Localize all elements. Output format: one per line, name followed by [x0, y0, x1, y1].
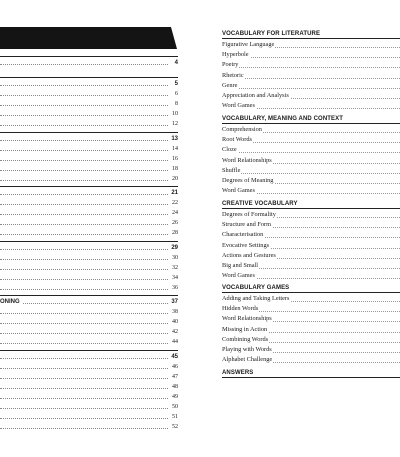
page-number: 48: [172, 384, 178, 390]
page-number: 47: [172, 374, 178, 380]
page-number: 26: [172, 220, 178, 226]
left-page: [0, 0, 182, 457]
entry-label: Cloze: [222, 146, 237, 154]
entry-label: Playing with Words: [222, 346, 272, 353]
contents-entry[interactable]: [222, 314, 400, 324]
entry-label: Degrees of Meaning: [222, 177, 274, 184]
contents-entry[interactable]: [222, 101, 400, 111]
page-number: 52: [172, 424, 178, 430]
page-number: 4: [174, 60, 178, 66]
contents-entry[interactable]: [0, 89, 178, 99]
page-number: 22: [172, 200, 178, 206]
page-number: 40: [172, 319, 178, 325]
page-number: 12: [172, 121, 178, 127]
contents-entry[interactable]: [222, 241, 400, 251]
contents-entry[interactable]: [222, 135, 400, 145]
contents-entry[interactable]: [222, 210, 400, 220]
entry-label: Big and Small: [222, 262, 259, 269]
page-number: 16: [172, 156, 178, 162]
page-number: 36: [172, 285, 178, 291]
left-section-heading[interactable]: [0, 79, 178, 89]
page-number: 49: [172, 394, 178, 400]
contents-entry[interactable]: [222, 145, 400, 155]
contents-entry[interactable]: [222, 230, 400, 240]
contents-entry[interactable]: [0, 263, 178, 273]
contents-entry[interactable]: [0, 208, 178, 218]
entry-label: Hyperbole: [222, 51, 249, 59]
page-number: 21: [171, 190, 178, 196]
entry-label: Rhetoric: [222, 71, 244, 79]
contents-entry[interactable]: [0, 154, 178, 164]
contents-entry[interactable]: [222, 186, 400, 196]
contents-entry[interactable]: [0, 372, 178, 382]
left-section-heading[interactable]: [0, 352, 178, 362]
page-number: 46: [172, 364, 178, 370]
page-number: 24: [172, 210, 178, 216]
page-number: 38: [172, 309, 178, 315]
contents-entry[interactable]: [0, 99, 178, 109]
section-title[interactable]: VOCABULARY, MEANING AND CONTEXT: [222, 115, 400, 124]
entry-label: Actions and Gestures: [222, 251, 276, 259]
section-rule: [0, 350, 178, 351]
contents-entry[interactable]: [0, 422, 178, 432]
contents-entry[interactable]: [0, 362, 178, 372]
entry-label: Word Games: [222, 102, 255, 110]
section-title[interactable]: CREATIVE VOCABULARY: [222, 200, 400, 209]
entry-label: Missing in Action: [222, 325, 268, 333]
page-number: 18: [172, 166, 178, 172]
section-title[interactable]: ANSWERS: [222, 369, 400, 378]
left-section-heading[interactable]: [0, 243, 178, 253]
contents-entry[interactable]: [0, 283, 178, 293]
page-number: 28: [172, 230, 178, 236]
section-heading-text: ONING: [0, 299, 20, 305]
page-number: 44: [172, 339, 178, 345]
entry-label: Root Words: [222, 136, 252, 144]
section-rule: [0, 132, 178, 133]
contents-entry[interactable]: [0, 273, 178, 283]
entry-label: Word Relationships: [222, 315, 272, 323]
entry-label: Comprehension: [222, 126, 262, 133]
contents-entry[interactable]: [0, 317, 178, 327]
entry-label: Hidden Words: [222, 305, 259, 313]
page-number: 42: [172, 329, 178, 335]
contents-entry[interactable]: [0, 392, 178, 402]
section-title[interactable]: VOCABULARY FOR LITERATURE: [222, 30, 400, 39]
contents-entry[interactable]: [222, 325, 400, 335]
left-section-heading[interactable]: [0, 134, 178, 144]
page-number: 32: [172, 265, 178, 271]
contents-entry[interactable]: [222, 81, 400, 91]
right-page: [222, 0, 400, 457]
contents-entry[interactable]: [222, 50, 400, 60]
page-number: 6: [175, 91, 178, 97]
entry-label: Figurative Language: [222, 41, 275, 48]
contents-entry[interactable]: [0, 412, 178, 422]
entry-label: Word Games: [222, 272, 255, 280]
contents-entry[interactable]: [222, 271, 400, 281]
contents-entry[interactable]: [0, 382, 178, 392]
contents-entry[interactable]: [222, 125, 400, 135]
contents-entry[interactable]: [222, 176, 400, 186]
page-number: 14: [172, 146, 178, 152]
entry-label: Alphabet Challenge: [222, 356, 273, 364]
contents-entry[interactable]: [0, 337, 178, 347]
entry-label: Shuffle: [222, 166, 241, 174]
page-number: 29: [171, 245, 178, 251]
contents-entry[interactable]: [0, 164, 178, 174]
contents-entry[interactable]: [222, 294, 400, 304]
contents-entry[interactable]: [222, 71, 400, 81]
entry-label: Combining Words: [222, 335, 269, 343]
contents-entry[interactable]: [0, 402, 178, 412]
section-rule: [0, 56, 178, 57]
contents-entry[interactable]: [0, 327, 178, 337]
contents-entry[interactable]: [0, 109, 178, 119]
entry-label: Structure and Form: [222, 221, 271, 229]
contents-entry[interactable]: [222, 355, 400, 365]
entry-label: Appreciation and Analysis: [222, 92, 289, 99]
page-number: 34: [172, 275, 178, 281]
left-section-heading[interactable]: [0, 297, 178, 307]
left-section-heading[interactable]: [0, 58, 178, 68]
page-number: 5: [174, 81, 178, 87]
entry-label: Evocative Settings: [222, 241, 270, 249]
section-rule: [0, 295, 178, 296]
entry-label: Adding and Taking Letters: [222, 295, 290, 302]
left-section-heading[interactable]: [0, 188, 178, 198]
contents-entry[interactable]: [0, 119, 178, 129]
contents-entry[interactable]: [222, 40, 400, 50]
contents-entry[interactable]: [222, 156, 400, 166]
page-number: 20: [172, 176, 178, 182]
entry-label: Word Relationships: [222, 156, 272, 164]
page-number: 37: [171, 299, 178, 305]
contents-entry[interactable]: [222, 60, 400, 70]
entry-label: Genre: [222, 81, 238, 89]
section-title[interactable]: VOCABULARY GAMES: [222, 284, 400, 293]
contents-entry[interactable]: [222, 345, 400, 355]
contents-entry[interactable]: [222, 304, 400, 314]
contents-entry[interactable]: [0, 228, 178, 238]
contents-entry[interactable]: [0, 174, 178, 184]
contents-entry[interactable]: [0, 218, 178, 228]
entry-label: Poetry: [222, 61, 239, 69]
contents-entry[interactable]: [222, 91, 400, 101]
section-rule: [0, 186, 178, 187]
page-number: 30: [172, 255, 178, 261]
entry-label: Degrees of Formality: [222, 211, 276, 218]
page-number: 8: [175, 101, 178, 107]
contents-entry[interactable]: [222, 251, 400, 261]
header-bar: [0, 27, 177, 49]
contents-entry[interactable]: [0, 198, 178, 208]
page-number: 10: [172, 111, 178, 117]
page-number: 45: [171, 354, 178, 360]
contents-entry[interactable]: [0, 144, 178, 154]
section-rule: [0, 77, 178, 78]
section-rule: [0, 241, 178, 242]
contents-entry[interactable]: [0, 307, 178, 317]
page-number: 50: [172, 404, 178, 410]
page-number: 13: [171, 136, 178, 142]
entry-label: Word Games: [222, 187, 255, 195]
entry-label: Characterisation: [222, 231, 264, 239]
page-number: 51: [172, 414, 178, 420]
contents-entry[interactable]: [222, 335, 400, 345]
contents-entry[interactable]: [222, 261, 400, 271]
contents-entry[interactable]: [222, 220, 400, 230]
contents-entry[interactable]: [222, 166, 400, 176]
contents-entry[interactable]: [0, 253, 178, 263]
